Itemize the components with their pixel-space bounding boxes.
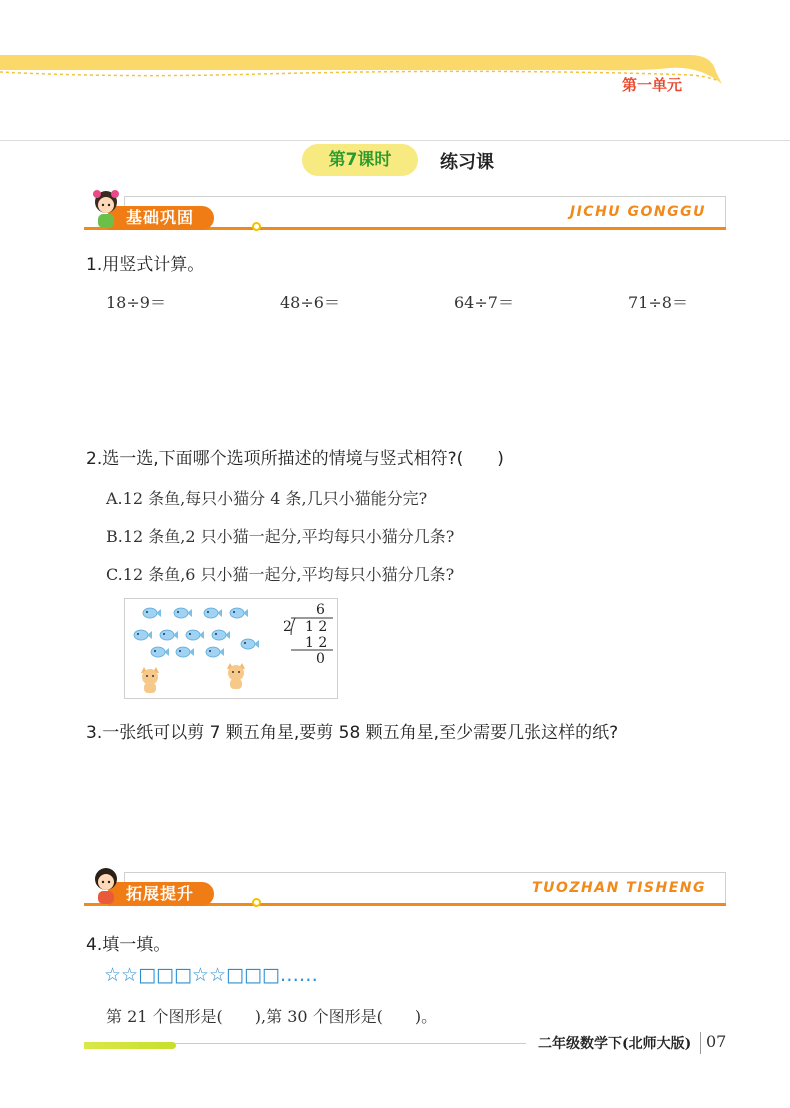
division-remainder: 0 bbox=[316, 651, 325, 667]
section-basic-header bbox=[84, 196, 726, 232]
q2-option-c: C.12 条鱼,6 只小猫一起分,平均每只小猫分几条? bbox=[106, 565, 455, 584]
q1-expr-2: 48÷6＝ bbox=[280, 293, 340, 312]
q1-title: 1.用竖式计算。 bbox=[86, 255, 205, 275]
header-divider bbox=[0, 140, 790, 141]
division-divisor: 2 bbox=[283, 619, 292, 635]
fish-cat-figure bbox=[124, 598, 338, 699]
section-ext-pinyin: TUOZHAN TISHENG bbox=[532, 880, 706, 896]
q2-option-a: A.12 条鱼,每只小猫分 4 条,几只小猫能分完? bbox=[106, 489, 428, 508]
division-product: 1 2 bbox=[305, 635, 328, 651]
boy-mascot-icon bbox=[86, 864, 126, 908]
q4-prompt: 第 21 个图形是( ),第 30 个图形是( )。 bbox=[106, 1007, 438, 1026]
division-dividend: 1 2 bbox=[305, 619, 328, 635]
section-dot bbox=[252, 898, 261, 907]
section-ext-label: 拓展提升 bbox=[108, 882, 214, 906]
q4-shape-pattern: ☆☆□□□☆☆□□□…… bbox=[104, 964, 318, 986]
q2-title: 2.选一选,下面哪个选项所描述的情境与竖式相符?( ) bbox=[86, 449, 504, 469]
section-basic-pinyin: JICHU GONGGU bbox=[569, 204, 706, 220]
unit-label: 第一单元 bbox=[622, 76, 683, 94]
q4-title: 4.填一填。 bbox=[86, 935, 171, 955]
division-quotient: 6 bbox=[316, 602, 325, 618]
section-ext-header bbox=[84, 872, 726, 908]
section-dot bbox=[252, 222, 261, 231]
q1-expr-4: 71÷8＝ bbox=[628, 293, 688, 312]
lesson-tag: 第7课时 bbox=[302, 144, 418, 176]
lesson-title: 练习课 bbox=[440, 152, 494, 173]
q3-title: 3.一张纸可以剪 7 颗五角星,要剪 58 颗五角星,至少需要几张这样的纸? bbox=[86, 723, 619, 743]
page-number: 07 bbox=[706, 1032, 727, 1051]
long-division bbox=[125, 599, 339, 700]
footer-separator bbox=[700, 1032, 701, 1054]
section-basic-label: 基础巩固 bbox=[108, 206, 214, 230]
footer-book-title: 二年级数学下(北师大版) bbox=[538, 1036, 692, 1052]
q2-option-b: B.12 条鱼,2 只小猫一起分,平均每只小猫分几条? bbox=[106, 527, 455, 546]
footer-accent bbox=[84, 1042, 176, 1049]
q1-expr-1: 18÷9＝ bbox=[106, 293, 166, 312]
header-band bbox=[0, 0, 790, 140]
q1-expr-3: 64÷7＝ bbox=[454, 293, 514, 312]
girl-mascot-icon bbox=[86, 188, 126, 232]
header-wave bbox=[0, 0, 790, 140]
